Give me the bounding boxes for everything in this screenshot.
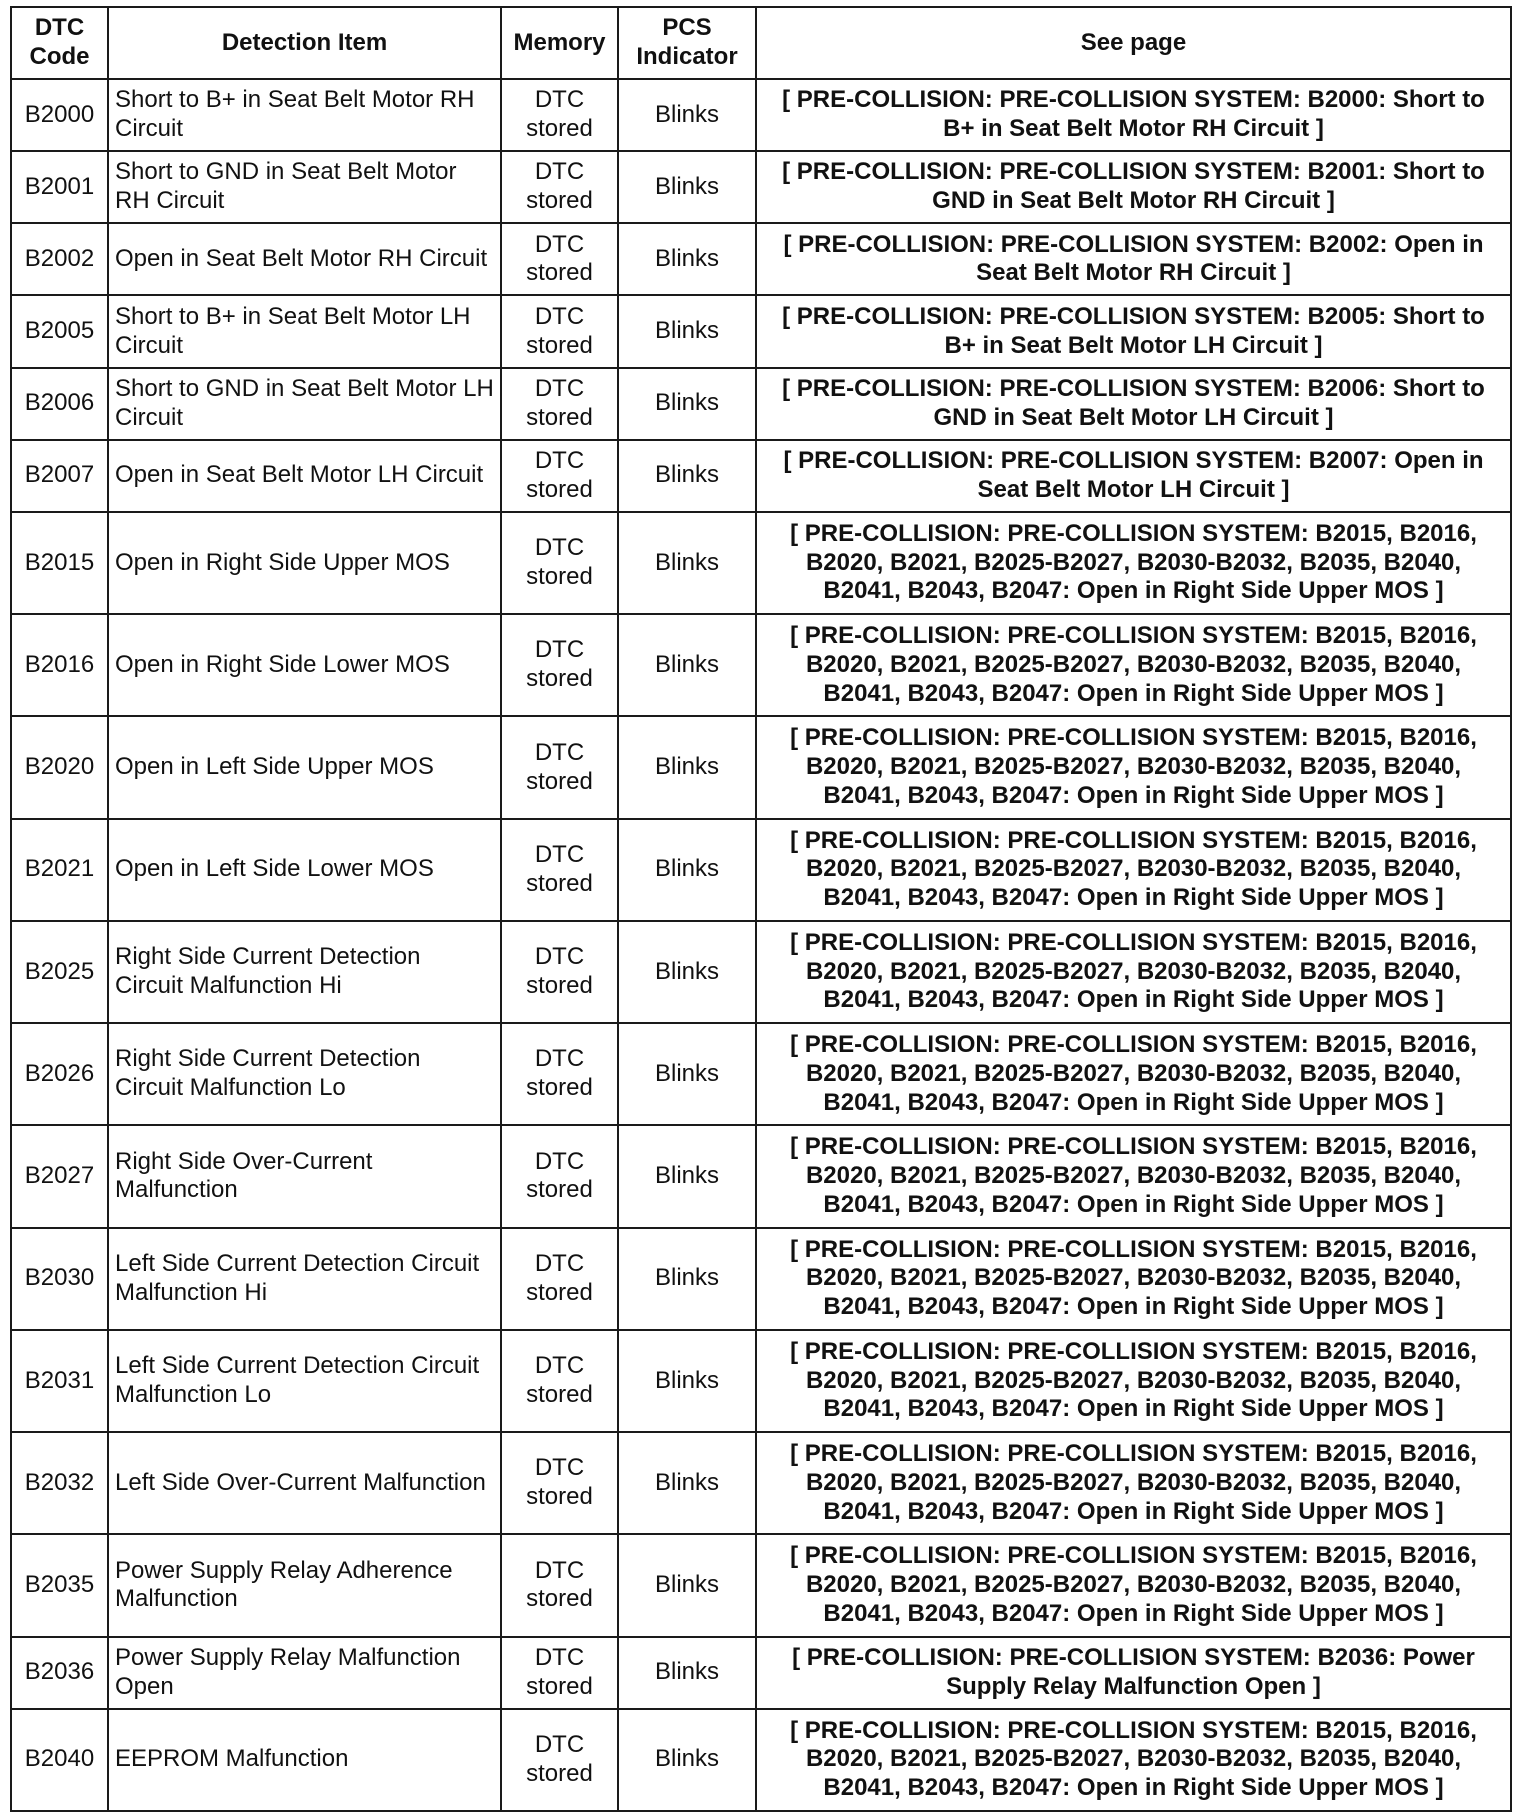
detection-item-cell: EEPROM Malfunction bbox=[108, 1709, 501, 1811]
table-row bbox=[11, 1637, 1511, 1709]
dtc-code-cell: B2015 bbox=[11, 512, 108, 614]
see-page-link[interactable]: [ PRE-COLLISION: PRE-COLLISION SYSTEM: B2006: Short to GND in Seat Belt Motor LH Circuit ] bbox=[756, 368, 1511, 440]
table-row bbox=[11, 1125, 1511, 1227]
pcs-indicator-cell: Blinks bbox=[618, 1709, 756, 1811]
table-row bbox=[11, 819, 1511, 921]
detection-item-cell: Left Side Over-Current Malfunction bbox=[108, 1432, 501, 1534]
memory-cell: DTC stored bbox=[501, 295, 618, 367]
detection-item-cell: Power Supply Relay Adherence Malfunction bbox=[108, 1534, 501, 1636]
pcs-indicator-cell: Blinks bbox=[618, 1534, 756, 1636]
dtc-code-cell: B2031 bbox=[11, 1330, 108, 1432]
dtc-table bbox=[10, 6, 1512, 1812]
detection-item-cell: Short to B+ in Seat Belt Motor RH Circuit bbox=[108, 79, 501, 151]
pcs-indicator-cell: Blinks bbox=[618, 819, 756, 921]
pcs-indicator-cell: Blinks bbox=[618, 716, 756, 818]
header-memory: Memory bbox=[501, 7, 618, 79]
detection-item-cell: Right Side Over-Current Malfunction bbox=[108, 1125, 501, 1227]
dtc-code-cell: B2000 bbox=[11, 79, 108, 151]
pcs-indicator-cell: Blinks bbox=[618, 921, 756, 1023]
table-row bbox=[11, 512, 1511, 614]
dtc-code-cell: B2027 bbox=[11, 1125, 108, 1227]
pcs-indicator-cell: Blinks bbox=[618, 1228, 756, 1330]
pcs-indicator-cell: Blinks bbox=[618, 295, 756, 367]
memory-cell: DTC stored bbox=[501, 512, 618, 614]
dtc-code-cell: B2006 bbox=[11, 368, 108, 440]
table-row bbox=[11, 223, 1511, 295]
table-row bbox=[11, 440, 1511, 512]
memory-cell: DTC stored bbox=[501, 819, 618, 921]
memory-cell: DTC stored bbox=[501, 1709, 618, 1811]
see-page-link[interactable]: [ PRE-COLLISION: PRE-COLLISION SYSTEM: B2007: Open in Seat Belt Motor LH Circuit ] bbox=[756, 440, 1511, 512]
dtc-code-cell: B2007 bbox=[11, 440, 108, 512]
memory-cell: DTC stored bbox=[501, 79, 618, 151]
detection-item-cell: Short to GND in Seat Belt Motor RH Circuit bbox=[108, 151, 501, 223]
table-row bbox=[11, 79, 1511, 151]
pcs-indicator-cell: Blinks bbox=[618, 440, 756, 512]
table-row bbox=[11, 1023, 1511, 1125]
memory-cell: DTC stored bbox=[501, 614, 618, 716]
pcs-indicator-cell: Blinks bbox=[618, 614, 756, 716]
detection-item-cell: Right Side Current Detection Circuit Malfunction Lo bbox=[108, 1023, 501, 1125]
detection-item-cell: Open in Right Side Lower MOS bbox=[108, 614, 501, 716]
memory-cell: DTC stored bbox=[501, 223, 618, 295]
table-row bbox=[11, 151, 1511, 223]
see-page-link[interactable]: [ PRE-COLLISION: PRE-COLLISION SYSTEM: B2036: Power Supply Relay Malfunction Open ] bbox=[756, 1637, 1511, 1709]
detection-item-cell: Short to GND in Seat Belt Motor LH Circuit bbox=[108, 368, 501, 440]
detection-item-cell: Open in Left Side Upper MOS bbox=[108, 716, 501, 818]
dtc-code-cell: B2020 bbox=[11, 716, 108, 818]
memory-cell: DTC stored bbox=[501, 921, 618, 1023]
memory-cell: DTC stored bbox=[501, 1228, 618, 1330]
pcs-indicator-cell: Blinks bbox=[618, 1330, 756, 1432]
dtc-code-cell: B2035 bbox=[11, 1534, 108, 1636]
detection-item-cell: Open in Seat Belt Motor LH Circuit bbox=[108, 440, 501, 512]
see-page-link[interactable]: [ PRE-COLLISION: PRE-COLLISION SYSTEM: B2002: Open in Seat Belt Motor RH Circuit ] bbox=[756, 223, 1511, 295]
see-page-link[interactable]: [ PRE-COLLISION: PRE-COLLISION SYSTEM: B2015, B2016, B2020, B2021, B2025-B2027, B2030-B2032, B2035, B2040, B2041, B2043, B2047: Open in Right Side Upper MOS ] bbox=[756, 1534, 1511, 1636]
table-row bbox=[11, 295, 1511, 367]
memory-cell: DTC stored bbox=[501, 151, 618, 223]
header-detection-item: Detection Item bbox=[108, 7, 501, 79]
detection-item-cell: Short to B+ in Seat Belt Motor LH Circuit bbox=[108, 295, 501, 367]
table-row bbox=[11, 921, 1511, 1023]
detection-item-cell: Open in Left Side Lower MOS bbox=[108, 819, 501, 921]
see-page-link[interactable]: [ PRE-COLLISION: PRE-COLLISION SYSTEM: B2015, B2016, B2020, B2021, B2025-B2027, B2030-B2032, B2035, B2040, B2041, B2043, B2047: Open in Right Side Upper MOS ] bbox=[756, 716, 1511, 818]
dtc-code-cell: B2025 bbox=[11, 921, 108, 1023]
see-page-link[interactable]: [ PRE-COLLISION: PRE-COLLISION SYSTEM: B2015, B2016, B2020, B2021, B2025-B2027, B2030-B2032, B2035, B2040, B2041, B2043, B2047: Open in Right Side Upper MOS ] bbox=[756, 1023, 1511, 1125]
header-dtc-code: DTC Code bbox=[11, 7, 108, 79]
see-page-link[interactable]: [ PRE-COLLISION: PRE-COLLISION SYSTEM: B2001: Short to GND in Seat Belt Motor RH Circuit ] bbox=[756, 151, 1511, 223]
see-page-link[interactable]: [ PRE-COLLISION: PRE-COLLISION SYSTEM: B2015, B2016, B2020, B2021, B2025-B2027, B2030-B2032, B2035, B2040, B2041, B2043, B2047: Open in Right Side Upper MOS ] bbox=[756, 1330, 1511, 1432]
dtc-code-cell: B2040 bbox=[11, 1709, 108, 1811]
table-row bbox=[11, 1228, 1511, 1330]
see-page-link[interactable]: [ PRE-COLLISION: PRE-COLLISION SYSTEM: B2005: Short to B+ in Seat Belt Motor LH Circuit ] bbox=[756, 295, 1511, 367]
see-page-link[interactable]: [ PRE-COLLISION: PRE-COLLISION SYSTEM: B2015, B2016, B2020, B2021, B2025-B2027, B2030-B2032, B2035, B2040, B2041, B2043, B2047: Open in Right Side Upper MOS ] bbox=[756, 921, 1511, 1023]
memory-cell: DTC stored bbox=[501, 1330, 618, 1432]
pcs-indicator-cell: Blinks bbox=[618, 79, 756, 151]
see-page-link[interactable]: [ PRE-COLLISION: PRE-COLLISION SYSTEM: B2000: Short to B+ in Seat Belt Motor RH Circuit ] bbox=[756, 79, 1511, 151]
table-row bbox=[11, 1709, 1511, 1811]
pcs-indicator-cell: Blinks bbox=[618, 368, 756, 440]
pcs-indicator-cell: Blinks bbox=[618, 1432, 756, 1534]
see-page-link[interactable]: [ PRE-COLLISION: PRE-COLLISION SYSTEM: B2015, B2016, B2020, B2021, B2025-B2027, B2030-B2032, B2035, B2040, B2041, B2043, B2047: Open in Right Side Upper MOS ] bbox=[756, 1125, 1511, 1227]
dtc-code-cell: B2001 bbox=[11, 151, 108, 223]
detection-item-cell: Open in Right Side Upper MOS bbox=[108, 512, 501, 614]
dtc-code-cell: B2026 bbox=[11, 1023, 108, 1125]
memory-cell: DTC stored bbox=[501, 716, 618, 818]
table-row bbox=[11, 614, 1511, 716]
memory-cell: DTC stored bbox=[501, 1023, 618, 1125]
memory-cell: DTC stored bbox=[501, 1637, 618, 1709]
pcs-indicator-cell: Blinks bbox=[618, 1125, 756, 1227]
pcs-indicator-cell: Blinks bbox=[618, 1023, 756, 1125]
memory-cell: DTC stored bbox=[501, 440, 618, 512]
see-page-link[interactable]: [ PRE-COLLISION: PRE-COLLISION SYSTEM: B2015, B2016, B2020, B2021, B2025-B2027, B2030-B2032, B2035, B2040, B2041, B2043, B2047: Open in Right Side Upper MOS ] bbox=[756, 512, 1511, 614]
table-row bbox=[11, 716, 1511, 818]
dtc-code-cell: B2030 bbox=[11, 1228, 108, 1330]
see-page-link[interactable]: [ PRE-COLLISION: PRE-COLLISION SYSTEM: B2015, B2016, B2020, B2021, B2025-B2027, B2030-B2032, B2035, B2040, B2041, B2043, B2047: Open in Right Side Upper MOS ] bbox=[756, 1709, 1511, 1811]
pcs-indicator-cell: Blinks bbox=[618, 1637, 756, 1709]
dtc-code-cell: B2002 bbox=[11, 223, 108, 295]
header-row bbox=[11, 7, 1511, 79]
dtc-code-cell: B2016 bbox=[11, 614, 108, 716]
see-page-link[interactable]: [ PRE-COLLISION: PRE-COLLISION SYSTEM: B2015, B2016, B2020, B2021, B2025-B2027, B2030-B2032, B2035, B2040, B2041, B2043, B2047: Open in Right Side Upper MOS ] bbox=[756, 614, 1511, 716]
table-row bbox=[11, 1432, 1511, 1534]
table-row bbox=[11, 1534, 1511, 1636]
memory-cell: DTC stored bbox=[501, 1534, 618, 1636]
detection-item-cell: Left Side Current Detection Circuit Malfunction Lo bbox=[108, 1330, 501, 1432]
pcs-indicator-cell: Blinks bbox=[618, 223, 756, 295]
header-see-page: See page bbox=[756, 7, 1511, 79]
pcs-indicator-cell: Blinks bbox=[618, 151, 756, 223]
detection-item-cell: Open in Seat Belt Motor RH Circuit bbox=[108, 223, 501, 295]
dtc-code-cell: B2032 bbox=[11, 1432, 108, 1534]
table-row bbox=[11, 1330, 1511, 1432]
header-pcs-indicator: PCS Indicator bbox=[618, 7, 756, 79]
see-page-link[interactable]: [ PRE-COLLISION: PRE-COLLISION SYSTEM: B2015, B2016, B2020, B2021, B2025-B2027, B2030-B2032, B2035, B2040, B2041, B2043, B2047: Open in Right Side Upper MOS ] bbox=[756, 1228, 1511, 1330]
dtc-code-cell: B2036 bbox=[11, 1637, 108, 1709]
detection-item-cell: Left Side Current Detection Circuit Malfunction Hi bbox=[108, 1228, 501, 1330]
dtc-code-cell: B2005 bbox=[11, 295, 108, 367]
table-row bbox=[11, 368, 1511, 440]
memory-cell: DTC stored bbox=[501, 1125, 618, 1227]
detection-item-cell: Right Side Current Detection Circuit Malfunction Hi bbox=[108, 921, 501, 1023]
see-page-link[interactable]: [ PRE-COLLISION: PRE-COLLISION SYSTEM: B2015, B2016, B2020, B2021, B2025-B2027, B2030-B2032, B2035, B2040, B2041, B2043, B2047: Open in Right Side Upper MOS ] bbox=[756, 819, 1511, 921]
dtc-code-cell: B2021 bbox=[11, 819, 108, 921]
memory-cell: DTC stored bbox=[501, 1432, 618, 1534]
see-page-link[interactable]: [ PRE-COLLISION: PRE-COLLISION SYSTEM: B2015, B2016, B2020, B2021, B2025-B2027, B2030-B2032, B2035, B2040, B2041, B2043, B2047: Open in Right Side Upper MOS ] bbox=[756, 1432, 1511, 1534]
pcs-indicator-cell: Blinks bbox=[618, 512, 756, 614]
detection-item-cell: Power Supply Relay Malfunction Open bbox=[108, 1637, 501, 1709]
memory-cell: DTC stored bbox=[501, 368, 618, 440]
